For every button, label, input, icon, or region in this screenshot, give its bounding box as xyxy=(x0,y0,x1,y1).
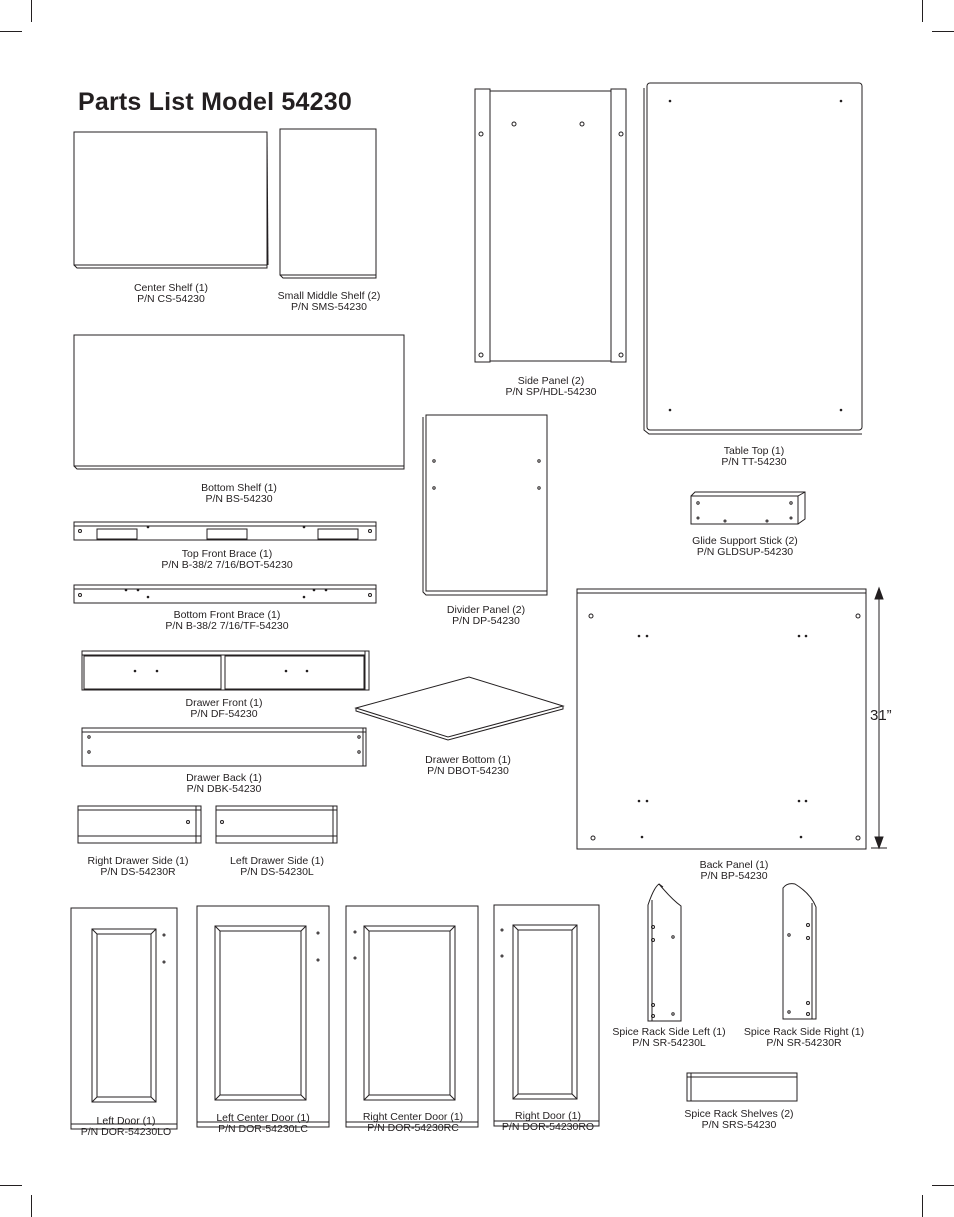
label-drawer-bottom xyxy=(425,755,511,777)
drawer-back-drawing xyxy=(82,728,366,766)
part-number: P/N DP-54230 xyxy=(452,615,520,627)
center-shelf-drawing xyxy=(74,132,268,268)
dimension-label: 31” xyxy=(870,707,892,724)
part-name: Drawer Bottom (1) xyxy=(425,754,511,766)
label-spice-rack-side-right xyxy=(744,1027,864,1049)
label-bottom-shelf xyxy=(201,483,277,505)
top-front-brace-drawing xyxy=(74,522,376,540)
label-spice-rack-shelves xyxy=(684,1109,793,1131)
label-glide-support-stick xyxy=(692,536,798,558)
part-number: P/N BS-54230 xyxy=(205,493,273,505)
label-table-top xyxy=(721,446,786,468)
right-center-door-drawing xyxy=(346,906,478,1127)
part-name: Spice Rack Side Right (1) xyxy=(743,1026,865,1038)
part-name: Drawer Front (1) xyxy=(185,697,263,709)
small-middle-shelf-drawing xyxy=(280,129,376,278)
drawer-bottom-drawing xyxy=(356,677,563,740)
part-name: Left Center Door (1) xyxy=(216,1112,310,1124)
part-name: Glide Support Stick (2) xyxy=(692,535,798,547)
part-name: Small Middle Shelf (2) xyxy=(277,290,381,302)
part-name: Divider Panel (2) xyxy=(446,604,526,616)
part-number: P/N SP/HDL-54230 xyxy=(505,386,597,398)
part-name: Bottom Shelf (1) xyxy=(201,482,277,494)
part-number: P/N SR-54230R xyxy=(766,1037,842,1049)
label-right-center-door xyxy=(363,1112,463,1134)
label-back-panel xyxy=(700,860,769,882)
part-name: Drawer Back (1) xyxy=(186,772,262,784)
part-number: P/N SR-54230L xyxy=(632,1037,706,1049)
spice-rack-side-left-drawing xyxy=(648,884,681,1021)
part-name: Back Panel (1) xyxy=(699,859,769,871)
part-number: P/N CS-54230 xyxy=(137,293,205,305)
side-panel-drawing xyxy=(475,89,626,362)
label-left-door xyxy=(81,1116,171,1138)
label-left-center-door xyxy=(216,1113,309,1135)
part-number: P/N SRS-54230 xyxy=(701,1119,777,1131)
part-number: P/N DBK-54230 xyxy=(186,783,262,795)
spice-rack-shelves-drawing xyxy=(687,1073,797,1101)
part-name: Spice Rack Shelves (2) xyxy=(684,1108,794,1120)
label-bottom-front-brace xyxy=(165,610,288,632)
part-name: Top Front Brace (1) xyxy=(181,548,273,560)
part-number: P/N DS-54230R xyxy=(100,866,176,878)
part-name: Center Shelf (1) xyxy=(133,282,209,294)
right-drawer-side-drawing xyxy=(78,806,201,843)
part-number: P/N DOR-54230RC xyxy=(367,1122,459,1134)
part-number: P/N DF-54230 xyxy=(190,708,258,720)
label-divider-panel xyxy=(447,605,525,627)
part-number: P/N DOR-54230RO xyxy=(501,1121,595,1133)
label-drawer-front xyxy=(185,698,262,720)
part-name: Left Door (1) xyxy=(96,1115,156,1127)
part-name: Right Drawer Side (1) xyxy=(87,855,189,867)
part-number: P/N B-38/2 7/16/BOT-54230 xyxy=(161,559,293,571)
part-number: P/N DOR-54230LO xyxy=(80,1126,172,1138)
glide-support-stick-drawing xyxy=(691,492,805,524)
page-title: Parts List Model 54230 xyxy=(78,88,352,116)
part-name: Bottom Front Brace (1) xyxy=(173,609,281,621)
right-door-drawing xyxy=(494,905,599,1126)
label-small-middle-shelf xyxy=(278,291,381,313)
label-center-shelf xyxy=(134,283,208,305)
bottom-front-brace-drawing xyxy=(74,585,376,603)
part-name: Table Top (1) xyxy=(723,445,785,457)
label-drawer-back xyxy=(186,773,262,795)
left-drawer-side-drawing xyxy=(216,806,337,843)
drawer-front-drawing xyxy=(82,651,369,690)
part-name: Left Drawer Side (1) xyxy=(230,855,324,867)
part-number: P/N DBOT-54230 xyxy=(427,765,509,777)
part-number: P/N B-38/2 7/16/TF-54230 xyxy=(165,620,289,632)
part-number: P/N SMS-54230 xyxy=(291,301,367,313)
label-spice-rack-side-left xyxy=(612,1027,725,1049)
label-right-door xyxy=(502,1111,594,1133)
part-name: Right Center Door (1) xyxy=(362,1111,464,1123)
label-right-drawer-side xyxy=(88,856,189,878)
bottom-shelf-drawing xyxy=(74,335,404,469)
label-top-front-brace xyxy=(161,549,292,571)
table-top-drawing xyxy=(644,83,862,434)
part-name: Side Panel (2) xyxy=(517,375,585,387)
part-number: P/N GLDSUP-54230 xyxy=(696,546,794,558)
left-center-door-drawing xyxy=(197,906,329,1127)
part-name: Spice Rack Side Left (1) xyxy=(612,1026,726,1038)
divider-panel-drawing xyxy=(423,415,547,595)
label-left-drawer-side xyxy=(230,856,324,878)
part-number: P/N DOR-54230LC xyxy=(218,1123,308,1135)
spice-rack-side-right-drawing xyxy=(783,884,816,1019)
label-side-panel xyxy=(505,376,596,398)
back-panel-drawing xyxy=(577,589,866,849)
part-number: P/N DS-54230L xyxy=(240,866,314,878)
left-door-drawing xyxy=(71,908,177,1129)
part-number: P/N TT-54230 xyxy=(721,456,787,468)
part-name: Right Door (1) xyxy=(515,1110,581,1122)
part-number: P/N BP-54230 xyxy=(700,870,768,882)
